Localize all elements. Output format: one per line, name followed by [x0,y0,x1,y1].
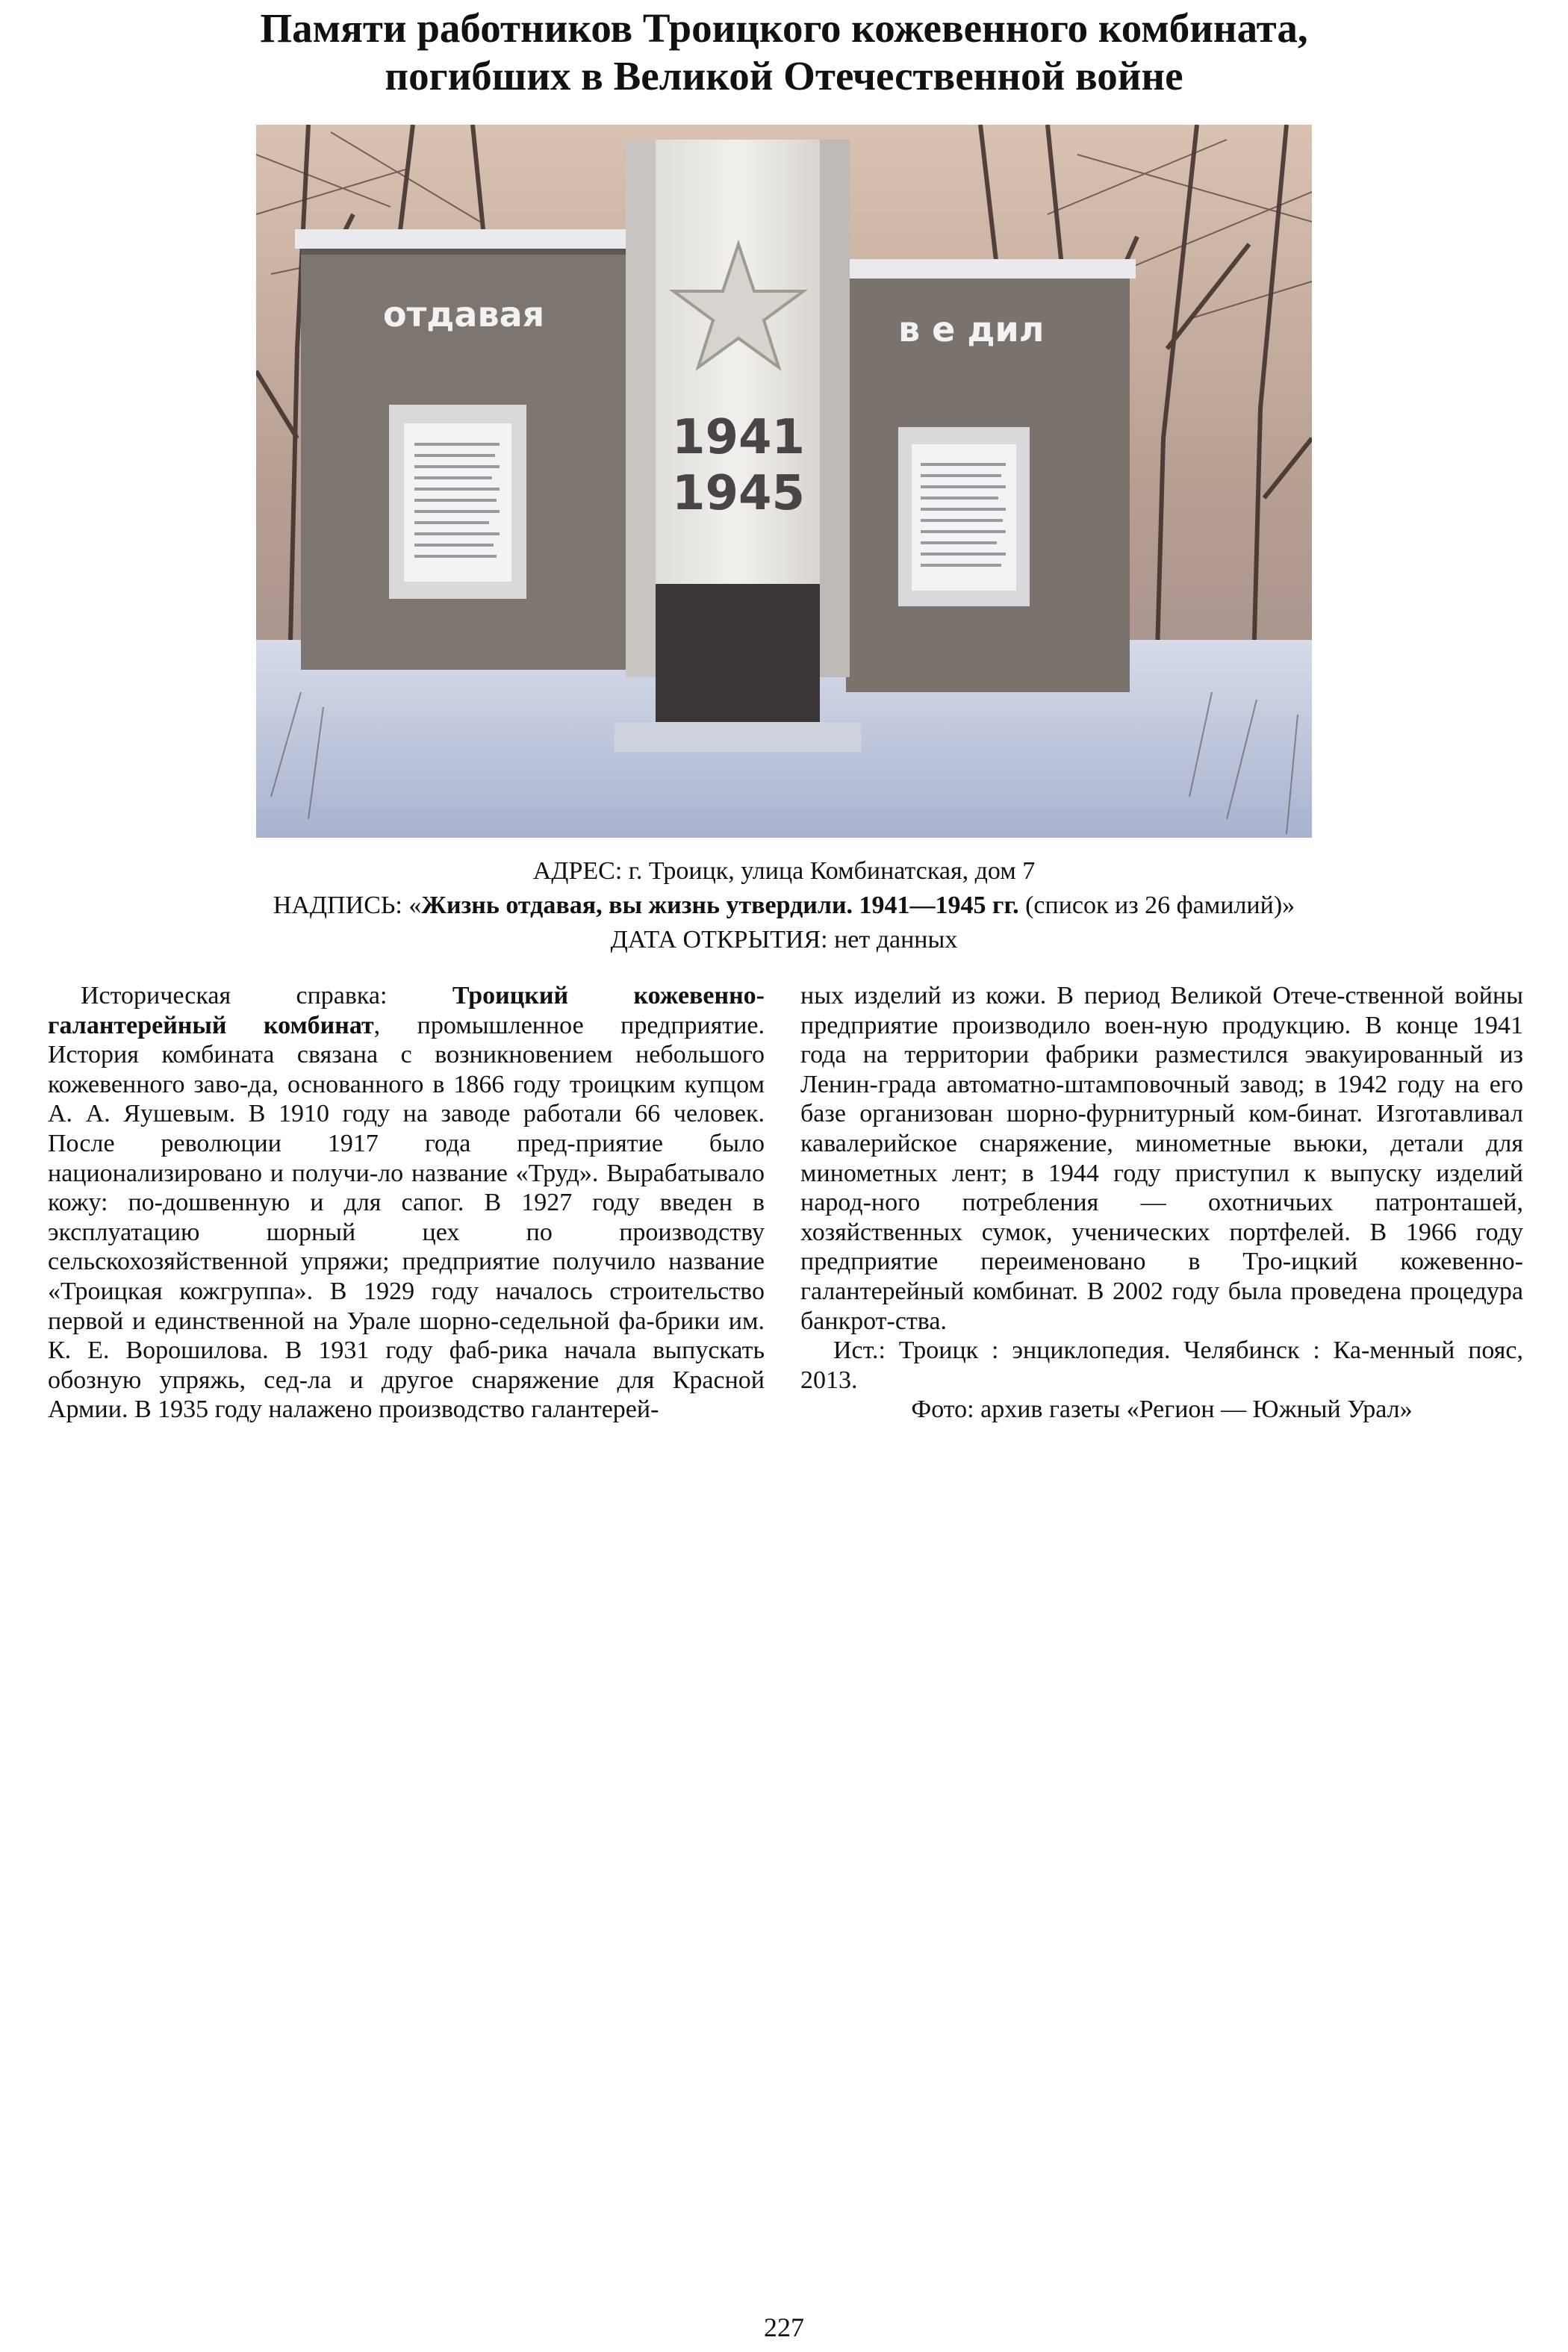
address-label: АДРЕС: [532,857,623,885]
photo-year-1945: 1945 [671,466,806,521]
photo-credit: Фото: архив газеты «Регион — Южный Урал» [911,1396,1413,1424]
right-wall-lettering: в е дил [898,309,1045,349]
left-wall-lettering: отдавая [383,294,545,335]
historical-note-paragraph [48,981,765,1425]
right-name-plaque [898,427,1030,606]
inscription-line [0,889,1568,923]
page-number: 227 [764,2312,804,2342]
title-line-1: Памяти работников Троицкого кожевенного комбината, [260,5,1308,51]
memorial-photo [256,125,1312,838]
photo-year-1941: 1941 [671,410,806,465]
historical-note-intro: Историческая справка: [81,982,452,1009]
enterprise-name: Троицкий кожевенно-галантерейный комбинат [48,982,765,1039]
history-continuation-paragraph: ных изделий из кожи. В период Великой Отече-ственной войны предприятие производило воен-ную продукцию. В конце 1941 года на территории фабрики разместился эвакуированный из Ленин-града автоматно-штамповочный завод; в 1942 году на его базе организован шорно-фурнитурный ком-бинат. Изготавливал кавалерийское снаряжение, минометные вьюки, детали для минометных лент; в 1944 году приступил к выпуску изделий народ-ного потребления — охотничьих патронташей, хозяйственных сумок, ученических портфелей. В 1966 году предприятие переименовано в Тро-ицкий кожевенно-галантерейный комбинат. В 2002 году была проведена процедура банкрот-ства. [800,982,1523,1335]
left-name-plaque [389,405,526,599]
page-title [0,4,1568,100]
address-line [0,854,1568,889]
source-reference: Ист.: Троицк : энциклопедия. Челябинск : Ка-менный пояс, 2013. [800,1337,1523,1394]
opening-date-value: нет данных [827,926,958,953]
opening-date-label: ДАТА ОТКРЫТИЯ: [610,926,828,953]
inscription-label: НАДПИСЬ: « [273,892,422,919]
historical-note-text: , промышленное предприятие. История комбината связана с возникновением небольшого кожевенного заво-да, основанного в 1866 году троицким купцом А. А. Яушевым. В 1910 году на заводе работали 66 человек. После революции 1917 года пред-приятие было национализировано и получи-ло название «Труд». Вырабатывало кожу: по-дошвенную и для сапог. В 1927 году введен в эксплуатацию шорный цех по производству сельскохозяйственной упряжи; предприятие получило название «Троицкая кожгруппа». В 1929 году началось строительство первой и единственной на Урале шорно-седельной фа-брики им. К. Е. Ворошилова. В 1931 году фаб-рика начала выпускать обозную упряжь, сед-ла и другое снаряжение для Красной Армии. В 1935 году налажено производство галантерей- [48,1011,765,1424]
title-line-2: погибших в Великой Отечественной войне [385,53,1183,99]
inscription-text: Жизнь отдавая, вы жизнь утвердили. 1941—1945 гг. [421,892,1019,919]
opening-date-line [0,923,1568,957]
text-column-right [800,981,1523,1425]
text-column-left [48,981,765,1425]
memorial-captions [0,854,1568,957]
inscription-note: (список из 26 фамилий)» [1018,892,1295,919]
address-value: г. Троицк, улица Комбинатская, дом 7 [622,857,1036,885]
